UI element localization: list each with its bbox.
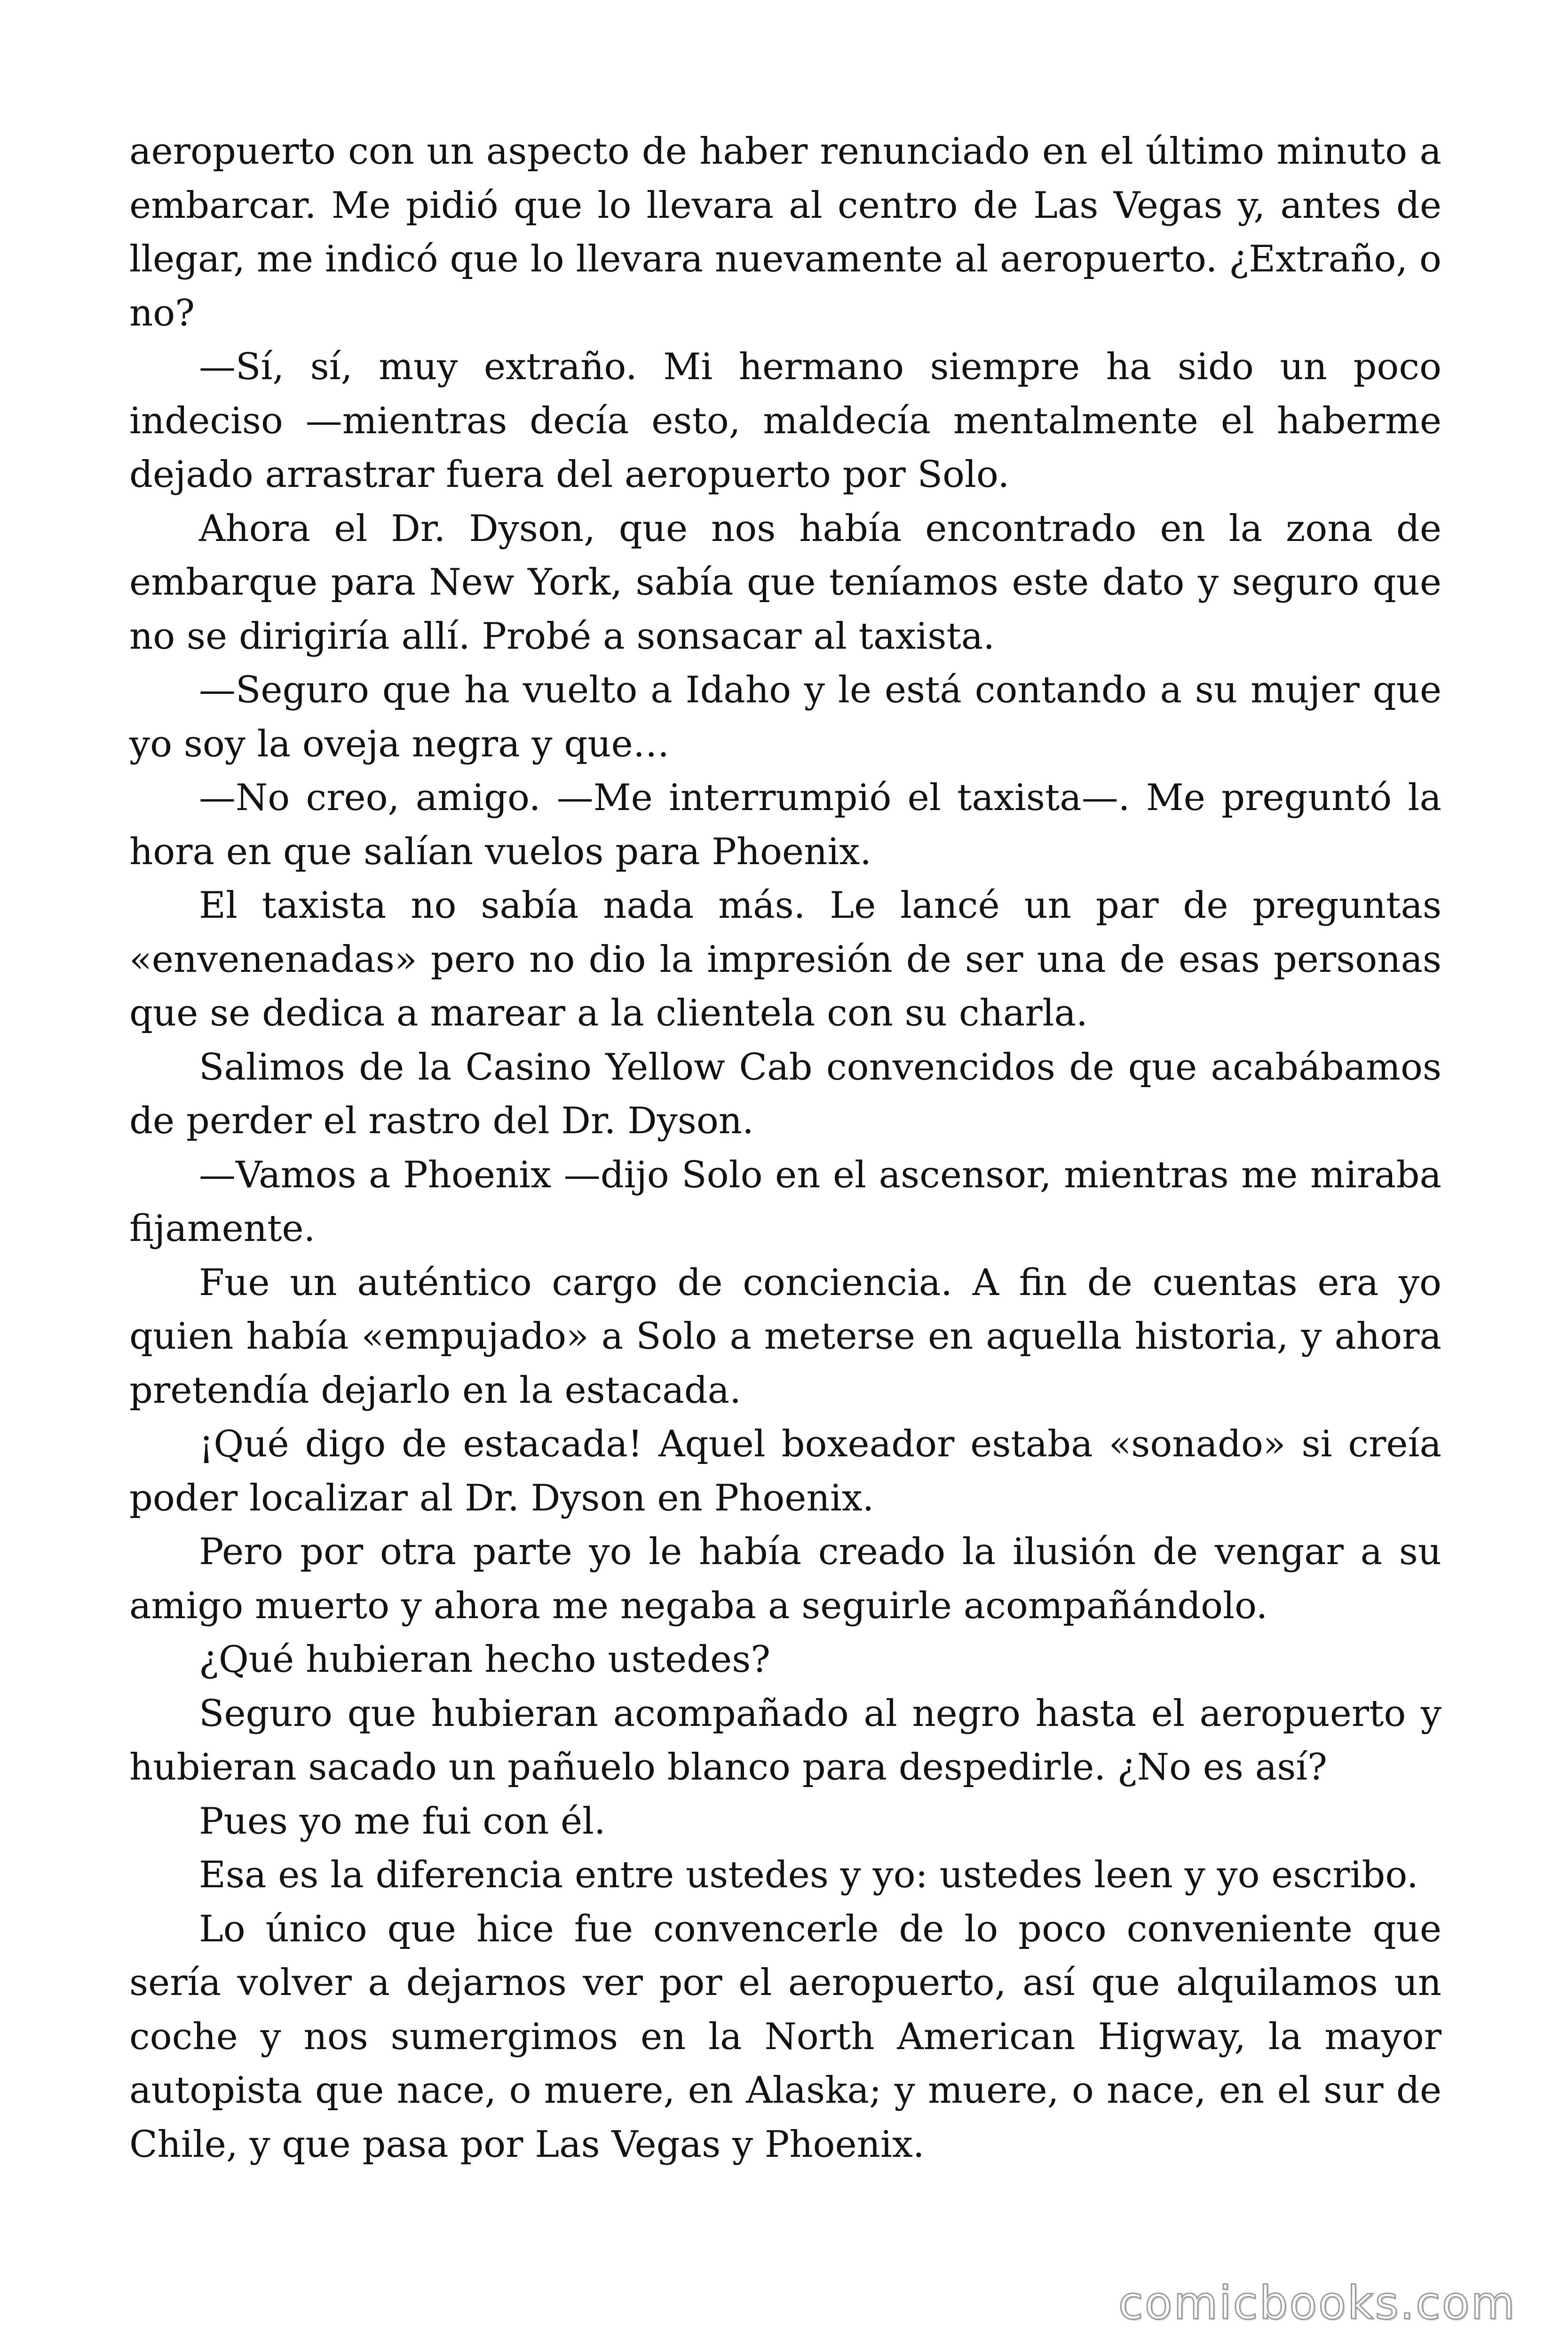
- paragraph: —Seguro que ha vuelto a Idaho y le está contando a su mujer que yo soy la oveja negra y que…: [129, 669, 1441, 765]
- paragraph: Lo único que hice fue convencerle de lo poco conveniente que sería volver a dejarnos ver por el aeropuerto, así que alquilamos un coche y nos sumergimos en la North American Higway, la mayor autopista que nace, o muere, en Alaska; y muere, o nace, en el sur de Chile, y que pasa por Las Vegas y Phoenix.: [129, 1907, 1441, 2166]
- body-text: [129, 125, 1441, 2171]
- paragraph: ¡Qué digo de estacada! Aquel boxeador estaba «sonado» si creía poder localizar al Dr. Dyson en Phoenix.: [129, 1423, 1441, 1519]
- paragraph: Fue un auténtico cargo de conciencia. A fin de cuentas era yo quien había «empujado» a Solo a meterse en aquella historia, y ahora pretendía dejarlo en la estacada.: [129, 1261, 1441, 1412]
- paragraph: Esa es la diferencia entre ustedes y yo: ustedes leen y yo escribo.: [199, 1854, 1418, 1896]
- paragraph: Salimos de la Casino Yellow Cab convencidos de que acabábamos de perder el rastro del Dr. Dyson.: [129, 1046, 1441, 1142]
- paragraph: ¿Qué hubieran hecho ustedes?: [199, 1638, 771, 1681]
- paragraph: Ahora el Dr. Dyson, que nos había encontrado en la zona de embarque para New York, sabía que teníamos este dato y seguro que no se dirigiría allí. Probé a sonsacar al taxista.: [129, 507, 1441, 658]
- paragraph: Pues yo me fui con él.: [199, 1800, 606, 1843]
- paragraph: aeropuerto con un aspecto de haber renunciado en el último minuto a embarcar. Me pidió que lo llevara al centro de Las Vegas y, antes de llegar, me indicó que lo llevara nuevamente al aeropuerto. ¿Extraño, o no?: [129, 130, 1441, 334]
- watermark: comicbooks.com: [1118, 2277, 1516, 2329]
- paragraph: —Sí, sí, muy extraño. Mi hermano siempre ha sido un poco indeciso —mientras decía esto, maldecía mentalmente el haberme dejado arrastrar fuera del aeropuerto por Solo.: [129, 346, 1441, 496]
- paragraph: Seguro que hubieran acompañado al negro hasta el aeropuerto y hubieran sacado un pañuelo blanco para despedirle. ¿No es así?: [129, 1692, 1441, 1788]
- paragraph: El taxista no sabía nada más. Le lancé un par de preguntas «envenenadas» pero no dio la impresión de ser una de esas personas que se dedica a marear a la clientela con su charla.: [129, 884, 1441, 1034]
- paragraph: Pero por otra parte yo le había creado la ilusión de vengar a su amigo muerto y ahora me negaba a seguirle acompañándolo.: [129, 1531, 1441, 1627]
- paragraph: —No creo, amigo. —Me interrumpió el taxista—. Me preguntó la hora en que salían vuelos para Phoenix.: [129, 777, 1441, 873]
- paragraph: —Vamos a Phoenix —dijo Solo en el ascensor, mientras me miraba fijamente.: [129, 1153, 1441, 1250]
